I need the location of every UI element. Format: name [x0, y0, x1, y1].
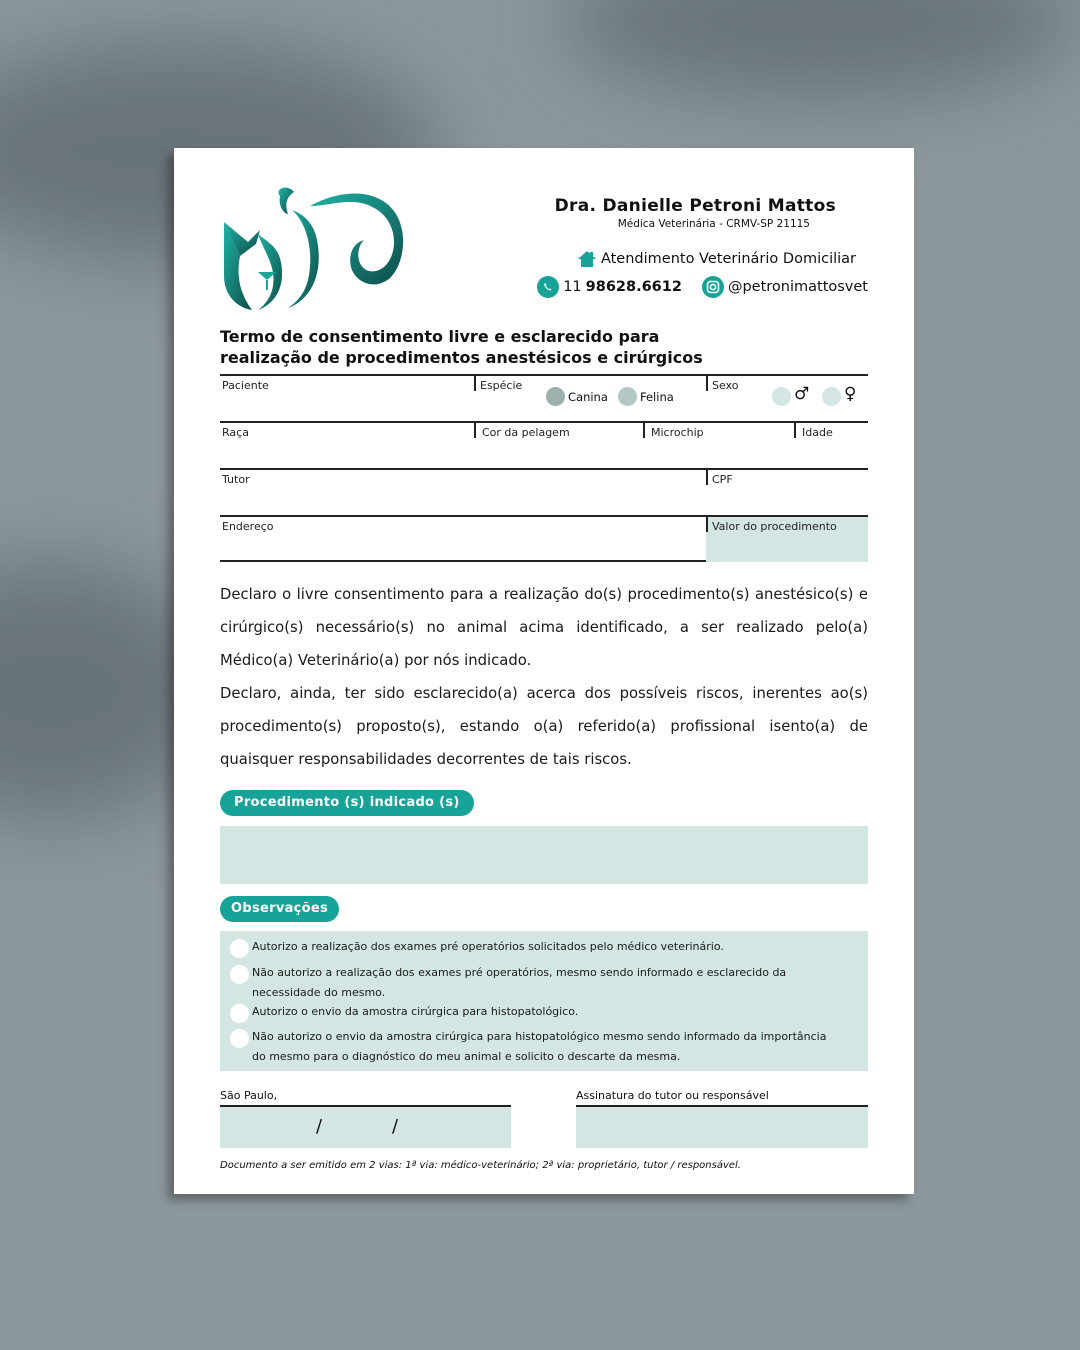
- date-slash: /: [392, 1116, 399, 1137]
- radio-female[interactable]: [822, 387, 841, 406]
- instagram-icon: [702, 276, 724, 298]
- phone-prefix: 11: [563, 279, 582, 295]
- label-cor-pelagem: Cor da pelagem: [482, 426, 570, 439]
- check-item[interactable]: Não autorizo a realização dos exames pré operatórios, mesmo sendo informado e esclarecido da necessidade do mesmo.: [232, 963, 832, 1002]
- background-shadow: [560, 0, 1080, 100]
- male-symbol-icon: ♂: [794, 384, 810, 404]
- divider: [794, 423, 796, 438]
- house-icon: [577, 250, 597, 268]
- label-sexo: Sexo: [712, 379, 739, 392]
- form-row-tutor: [220, 468, 868, 515]
- signature-label: Assinatura do tutor ou responsável: [576, 1089, 769, 1102]
- pet-logo-icon: [218, 184, 408, 314]
- form-title: [220, 326, 780, 368]
- consent-paragraph-2: Declaro, ainda, ter sido esclarecido(a) acerca dos possíveis riscos, inerentes ao(s) procedimento(s) proposto(s), estando o(a) referido(a) profissional isento(a) de quaisquer responsabilidades decorrentes de tais riscos.: [220, 685, 868, 768]
- consent-text: [220, 578, 868, 776]
- consent-paragraph-1: Declaro o livre consentimento para a realização do(s) procedimento(s) anestésico(s) e cirúrgico(s) necessário(s) no animal acima identificado, a ser realizado pelo(a) Médico(a) Veterinário(a) por nós indicado.: [220, 586, 868, 669]
- label-valor: Valor do procedimento: [712, 520, 837, 533]
- city-label: São Paulo,: [220, 1089, 278, 1102]
- consent-form-sheet: [174, 148, 914, 1194]
- checkbox-circle[interactable]: [230, 1004, 249, 1023]
- label-canina: Canina: [568, 390, 608, 404]
- date-slash: /: [316, 1116, 323, 1137]
- checkbox-circle[interactable]: [230, 939, 249, 958]
- label-idade: Idade: [802, 426, 833, 439]
- signature-field[interactable]: [576, 1107, 868, 1148]
- divider: [474, 423, 476, 438]
- check-item[interactable]: Autorizo o envio da amostra cirúrgica para histopatológico.: [232, 1002, 832, 1022]
- phone-number: 98628.6612: [585, 279, 682, 295]
- divider: [706, 517, 708, 532]
- checkbox-circle[interactable]: [230, 965, 249, 984]
- divider: [474, 376, 476, 391]
- check-item[interactable]: Não autorizo o envio da amostra cirúrgica para histopatológico mesmo sendo informado da importância do mesmo para o diagnóstico do meu animal e solicito o descarte da mesma.: [232, 1027, 832, 1066]
- checkbox-circle[interactable]: [230, 1029, 249, 1048]
- divider: [706, 376, 708, 391]
- label-microchip: Microchip: [651, 426, 704, 439]
- form-row-address: [220, 515, 868, 562]
- procedimento-label: Procedimento (s) indicado (s): [220, 790, 474, 816]
- contact-row: [537, 276, 868, 298]
- title-line-1: Termo de consentimento livre e esclarecido para: [220, 327, 660, 346]
- observacoes-box: [220, 931, 868, 1071]
- label-cpf: CPF: [712, 473, 733, 486]
- whatsapp-icon: [537, 276, 559, 298]
- form-row-breed: [220, 421, 868, 468]
- label-felina: Felina: [640, 390, 674, 404]
- service-line: [577, 250, 856, 268]
- radio-canina[interactable]: [546, 387, 565, 406]
- service-text: Atendimento Veterinário Domiciliar: [600, 251, 856, 267]
- label-paciente: Paciente: [222, 379, 269, 392]
- observacoes-label: Observações: [220, 896, 339, 922]
- doctor-subtitle: Médica Veterinária - CRMV-SP 21115: [617, 218, 810, 230]
- radio-felina[interactable]: [618, 387, 637, 406]
- patient-form: [220, 374, 868, 562]
- radio-male[interactable]: [772, 387, 791, 406]
- divider: [706, 470, 708, 485]
- title-line-2: realização de procedimentos anestésicos e cirúrgicos: [220, 348, 703, 367]
- footer-note: Documento a ser emitido em 2 vias: 1ª via: médico-veterinário; 2ª via: proprietário, tutor / responsável.: [220, 1160, 741, 1171]
- divider: [643, 423, 645, 438]
- check-item[interactable]: Autorizo a realização dos exames pré operatórios solicitados pelo médico veterinário.: [232, 937, 832, 957]
- label-raca: Raça: [222, 426, 249, 439]
- female-symbol-icon: ♀: [844, 384, 857, 404]
- form-row-patient: [220, 374, 868, 421]
- label-tutor: Tutor: [222, 473, 250, 486]
- label-endereco: Endereço: [222, 520, 274, 533]
- date-field[interactable]: [220, 1107, 511, 1148]
- label-especie: Espécie: [480, 379, 523, 392]
- doctor-name: Dra. Danielle Petroni Mattos: [554, 196, 836, 216]
- instagram-handle: @petronimattosvet: [727, 279, 868, 295]
- procedimento-field[interactable]: [220, 826, 868, 884]
